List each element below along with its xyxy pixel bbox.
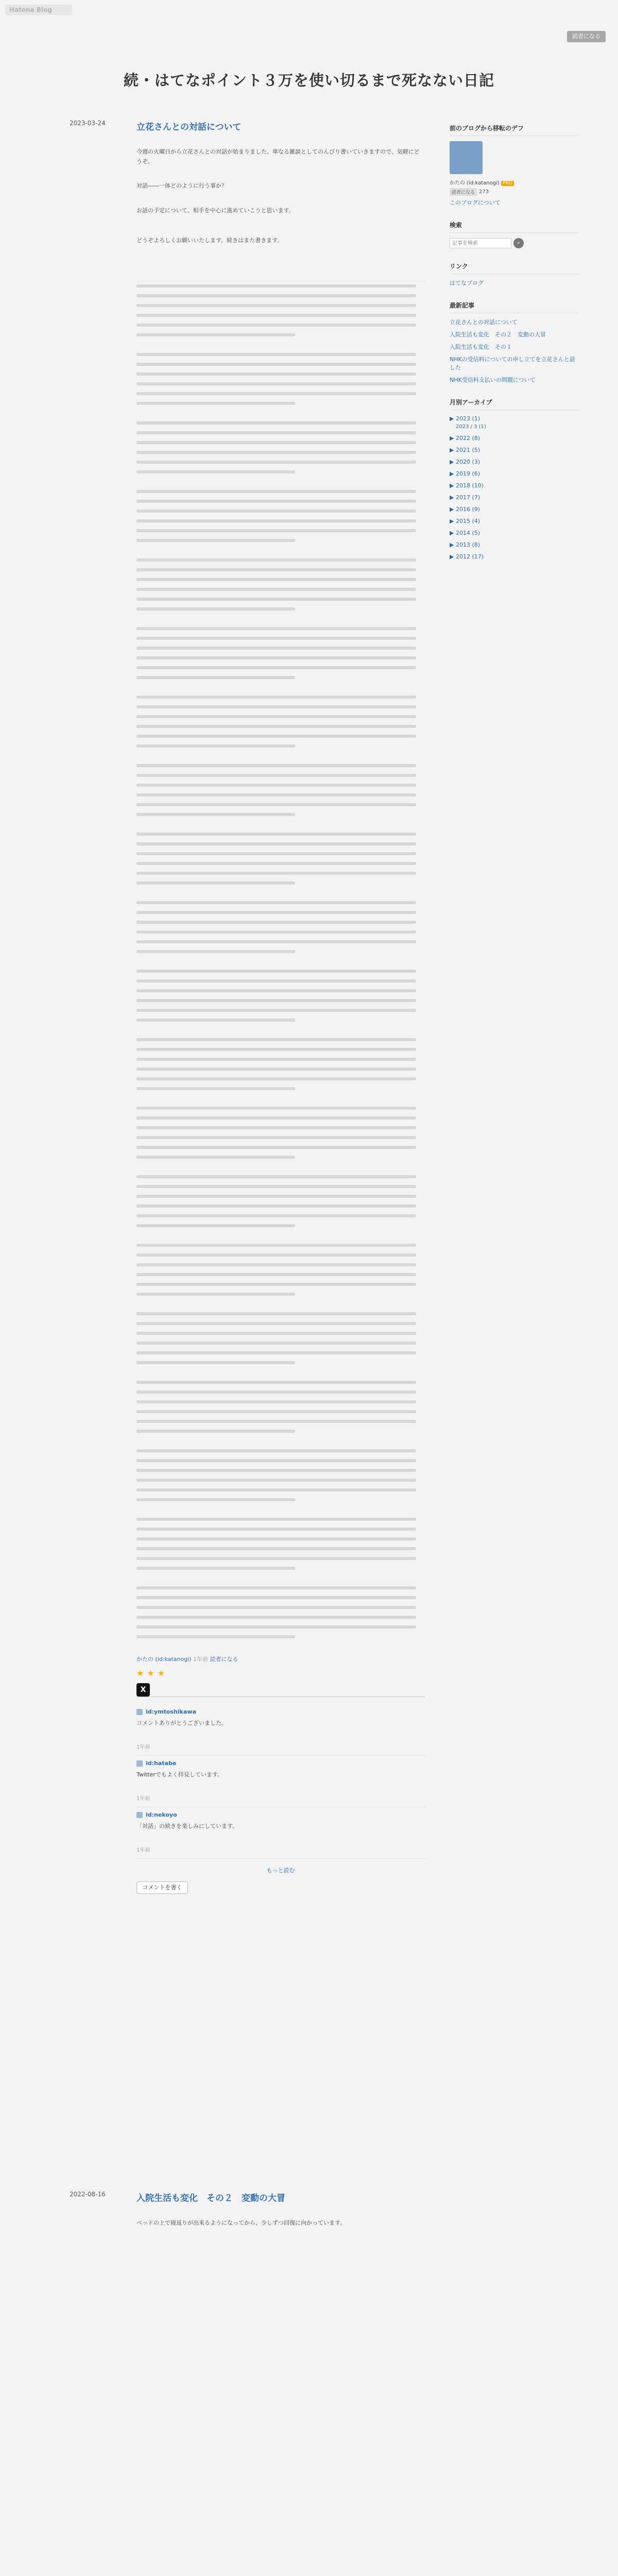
body-text-line [136, 1214, 416, 1217]
body-text-line [136, 1547, 416, 1550]
body-text-line [136, 1586, 416, 1589]
body-text-line [136, 1175, 416, 1178]
body-text-line [136, 284, 416, 287]
body-text-line [136, 1009, 416, 1012]
body-text-line [136, 1253, 416, 1257]
recent-entries-module [450, 301, 578, 384]
archive-year-link[interactable]: ▶ 2012 (17) [450, 553, 484, 560]
body-text-line [136, 1077, 416, 1080]
body-text-line [136, 793, 416, 796]
body-text-line [136, 803, 416, 806]
body-text-line [136, 363, 416, 366]
search-icon[interactable]: ⌕ [513, 238, 524, 248]
avatar [136, 1812, 143, 1818]
subscribe-button[interactable]: 読者になる [450, 188, 477, 196]
comment [136, 1704, 425, 1756]
recent-title: 最新記事 [450, 301, 578, 313]
archive-year-link[interactable]: ▶ 2013 (8) [450, 541, 480, 548]
archive-year-link[interactable]: ▶ 2015 (4) [450, 518, 480, 524]
avatar [136, 1760, 143, 1767]
body-text-line [136, 1322, 416, 1325]
entry-date[interactable]: 2022-08-16 [70, 2191, 106, 2198]
body-text-line [136, 872, 416, 875]
comment-user[interactable] [136, 1811, 425, 1818]
entry [70, 120, 425, 2165]
entry-date[interactable]: 2023-03-24 [70, 120, 106, 127]
body-text-line [136, 1498, 295, 1501]
body-text-line [136, 1107, 416, 1110]
body-text-line [136, 314, 416, 317]
body-text-line [136, 1146, 416, 1149]
comment-text: 「対話」の続きを楽しみにしています。 [136, 1823, 238, 1829]
body-text-line [136, 402, 295, 405]
more-comments-link[interactable]: もっと読む [266, 1867, 295, 1874]
comment-username[interactable]: id:ymtoshikawa [146, 1708, 196, 1715]
recent-entry-link[interactable]: 入院生活も変化 その１ [450, 344, 512, 350]
body-text-line [136, 500, 416, 503]
body-text-line [136, 1087, 295, 1090]
comment-username[interactable]: id:hatabe [146, 1760, 177, 1767]
body-text-line [136, 294, 416, 297]
body-text-line [136, 1635, 295, 1638]
body-text-line [136, 431, 416, 434]
body-text-line [136, 1381, 416, 1384]
entry-paragraph: ベッドの上で寝返りが出来るようになってから、少しずつ回復に向かっています。 [136, 2219, 346, 2226]
body-text-line [136, 1332, 416, 1335]
body-text-line [136, 510, 416, 513]
links-module [450, 262, 578, 287]
body-text-line [136, 764, 416, 767]
blog-title[interactable]: 続・はてなポイント３万を使い切るまで死なない日記 [123, 71, 494, 89]
profile-module [450, 124, 578, 207]
link-item[interactable]: はてなブログ [450, 280, 484, 286]
body-text-line [136, 1420, 416, 1423]
global-header [0, 0, 618, 39]
comment-date[interactable]: 1年前 [136, 1848, 150, 1853]
body-text-line [136, 1067, 416, 1071]
body-text-line [136, 921, 416, 924]
comment [136, 1807, 425, 1859]
body-text-line [136, 1391, 416, 1394]
body-text-line [136, 979, 416, 982]
archive-year-link[interactable]: ▶ 2018 (10) [450, 482, 484, 489]
body-text-line [136, 656, 416, 659]
body-text-line [136, 744, 295, 748]
comment-user[interactable] [136, 1708, 425, 1715]
body-text-line [136, 1312, 416, 1315]
star-icon[interactable]: ★ [157, 1668, 165, 1678]
body-text-line [136, 539, 295, 542]
archive-year-link[interactable]: ▶ 2022 (8) [450, 435, 480, 442]
body-text-line [136, 333, 295, 336]
body-text-line [136, 930, 416, 934]
body-text-line [136, 470, 295, 473]
body-text-line [136, 490, 416, 493]
recent-entry-link[interactable]: NHKの受信料についての申し立てを立花さんと話した [450, 356, 575, 371]
body-text-line [136, 451, 416, 454]
body-text-line [136, 1518, 416, 1521]
body-text-line [136, 1185, 416, 1188]
comment [136, 1756, 425, 1807]
body-text-line [136, 901, 416, 904]
body-text-line [136, 627, 416, 630]
body-text-line [136, 1557, 416, 1560]
author-link[interactable]: かたの (id:katanogi) [136, 1656, 192, 1663]
body-text-line [136, 940, 416, 943]
body-text-line [136, 529, 416, 532]
body-text-line [136, 324, 416, 327]
body-text-line [136, 1469, 416, 1472]
star-row [136, 1668, 425, 1678]
body-text-line [136, 1263, 416, 1266]
body-text-line [136, 911, 416, 914]
body-text-line [136, 1019, 295, 1022]
body-text-line [136, 1400, 416, 1403]
avatar [136, 1709, 143, 1715]
search-title: 検索 [450, 221, 578, 233]
body-text-line [136, 1528, 416, 1531]
body-text-line [136, 607, 295, 611]
about-blog-link[interactable]: このブログについて [450, 199, 501, 206]
body-text-line [136, 1136, 416, 1139]
archive-month-link[interactable]: 2023 / 3 (1) [456, 424, 486, 430]
entry-title[interactable]: 入院生活も変化 その２ 変動の大冒 [136, 2193, 285, 2204]
body-text-line [136, 1293, 295, 1296]
search-module [450, 221, 578, 248]
body-text-line [136, 833, 416, 836]
body-text-line [136, 382, 416, 385]
entry-paragraph: どうぞよろしくお願いいたします。続きはまた書きます。 [136, 237, 283, 244]
comment-date[interactable]: 1年前 [136, 1796, 150, 1802]
body-text-line [136, 304, 416, 307]
write-comment-button[interactable]: コメントを書く [136, 1882, 188, 1894]
links-title: リンク [450, 262, 578, 274]
comment-text: コメントありがとうございました。 [136, 1720, 227, 1726]
body-text-line [136, 1459, 416, 1462]
body-text-line [136, 1596, 416, 1599]
body-text-line [136, 705, 416, 708]
profile-title: 前のブログから移転のデフ [450, 124, 578, 136]
body-text-line [136, 1606, 416, 1609]
reader-row [450, 188, 578, 196]
body-text-line [136, 1126, 416, 1129]
entry-footer [136, 1655, 425, 1663]
body-text-line [136, 568, 416, 571]
body-text-line [136, 1410, 416, 1413]
body-text-line [136, 842, 416, 845]
comment-username[interactable]: id:nekoyo [146, 1811, 177, 1818]
body-text-line [136, 1537, 416, 1540]
body-text-line [136, 862, 416, 865]
recent-entry-link[interactable]: NHK受信料支払いの問題について [450, 377, 536, 383]
body-text-line [136, 598, 416, 601]
body-text-line [136, 372, 416, 376]
body-text-line [136, 441, 416, 444]
star-icon[interactable]: ★ [147, 1668, 154, 1678]
body-text-line [136, 1488, 416, 1492]
body-text-line [136, 1351, 416, 1354]
body-text-line [136, 1244, 416, 1247]
main-content [70, 120, 425, 2247]
body-text-line [136, 647, 416, 650]
body-text-line [136, 784, 416, 787]
body-text-line [136, 1038, 416, 1041]
body-text-line [136, 461, 416, 464]
body-text-line [136, 353, 416, 356]
body-text-line [136, 1205, 416, 1208]
entry-paragraph: 対話――一体どのように行う事か？ [136, 182, 227, 189]
archive-year-link[interactable]: ▶ 2021 (5) [450, 447, 480, 453]
body-text-line [136, 392, 416, 395]
entry [70, 2191, 425, 2247]
body-text-line [136, 1342, 416, 1345]
body-text-line [136, 1048, 416, 1051]
body-text-line [136, 578, 416, 581]
profile-id[interactable]: かたの (id:katanogi) [450, 180, 500, 186]
body-text-line [136, 666, 416, 669]
entry-body-text [136, 281, 425, 1638]
recent-entry-link[interactable]: 立花さんとの対話について [450, 319, 518, 326]
archive-year-link[interactable]: ▶ 2016 (9) [450, 506, 480, 513]
body-text-line [136, 1430, 295, 1433]
body-text-line [136, 519, 416, 522]
comment-date[interactable]: 1年前 [136, 1744, 150, 1750]
body-text-line [136, 715, 416, 718]
footer-date[interactable]: 1年前 [193, 1656, 209, 1663]
body-text-line [136, 1361, 295, 1364]
recent-entry-link[interactable]: 入院生活も変化 その２ 変動の大冒 [450, 331, 546, 338]
body-text-line [136, 725, 416, 728]
entry-paragraph: 今週の火曜日から立花さんとの対話が始まりました。単なる雑談としてのんびり書いていきますので、気軽にどうぞ。 [136, 148, 420, 165]
archive-year-link[interactable]: ▶ 2020 (3) [450, 459, 480, 465]
body-text-line [136, 970, 416, 973]
footer-subscribe-link[interactable]: 読者になる [210, 1656, 238, 1663]
entry-paragraph: お話の予定について、相手を中心に進めていこうと思います。 [136, 207, 295, 214]
profile-id-row [450, 178, 578, 186]
body-text-line [136, 735, 416, 738]
sidebar [450, 120, 578, 2247]
comments-section [136, 1697, 425, 1894]
body-text-line [136, 1156, 295, 1159]
body-text-line [136, 1625, 416, 1629]
body-text-line [136, 588, 416, 591]
body-text-line [136, 882, 295, 885]
body-text-line [136, 1224, 295, 1227]
archive-year-link[interactable]: ▶ 2023 (1) [450, 415, 480, 422]
page-layout [70, 120, 618, 2247]
body-text-line [136, 813, 295, 816]
body-text-line [136, 1195, 416, 1198]
body-text-line [136, 1273, 416, 1276]
body-text-line [136, 676, 295, 679]
body-text-line [136, 1283, 416, 1286]
body-text-line [136, 1479, 416, 1482]
body-text-line [136, 421, 416, 425]
entry-title[interactable]: 立花さんとの対話について [136, 122, 242, 132]
body-text-line [136, 637, 416, 640]
body-text-line [136, 989, 416, 992]
archive-year-link[interactable]: ▶ 2014 (5) [450, 530, 480, 536]
body-text-line [136, 1567, 295, 1570]
subscribe-button[interactable]: 読者になる [567, 31, 606, 42]
archive-year-link[interactable]: ▶ 2019 (6) [450, 470, 480, 477]
comment-text: Twitterでもよく拝見しています。 [136, 1771, 223, 1778]
reader-count: 273 [479, 189, 489, 195]
avatar[interactable] [450, 141, 483, 174]
blog-header [0, 39, 618, 120]
archive-module [450, 398, 578, 560]
share-x-button[interactable]: X [136, 1683, 150, 1697]
archive-title: 月別アーカイブ [450, 398, 578, 410]
body-text-line [136, 950, 295, 953]
search-input[interactable] [450, 238, 511, 248]
search-row [450, 238, 578, 248]
body-text-line [136, 696, 416, 699]
pro-badge: PRO [501, 181, 514, 186]
body-text-line [136, 1616, 416, 1619]
body-text-line [136, 1116, 416, 1120]
body-text-line [136, 852, 416, 855]
body-text-line [136, 1449, 416, 1452]
archive-year-link[interactable]: ▶ 2017 (7) [450, 494, 480, 501]
body-text-line [136, 999, 416, 1002]
star-icon[interactable]: ★ [136, 1668, 144, 1678]
comment-user[interactable] [136, 1760, 425, 1767]
hatena-blog-logo[interactable]: Hatena Blog [5, 5, 72, 15]
body-text-line [136, 1058, 416, 1061]
body-text-line [136, 774, 416, 777]
body-text-line [136, 558, 416, 562]
